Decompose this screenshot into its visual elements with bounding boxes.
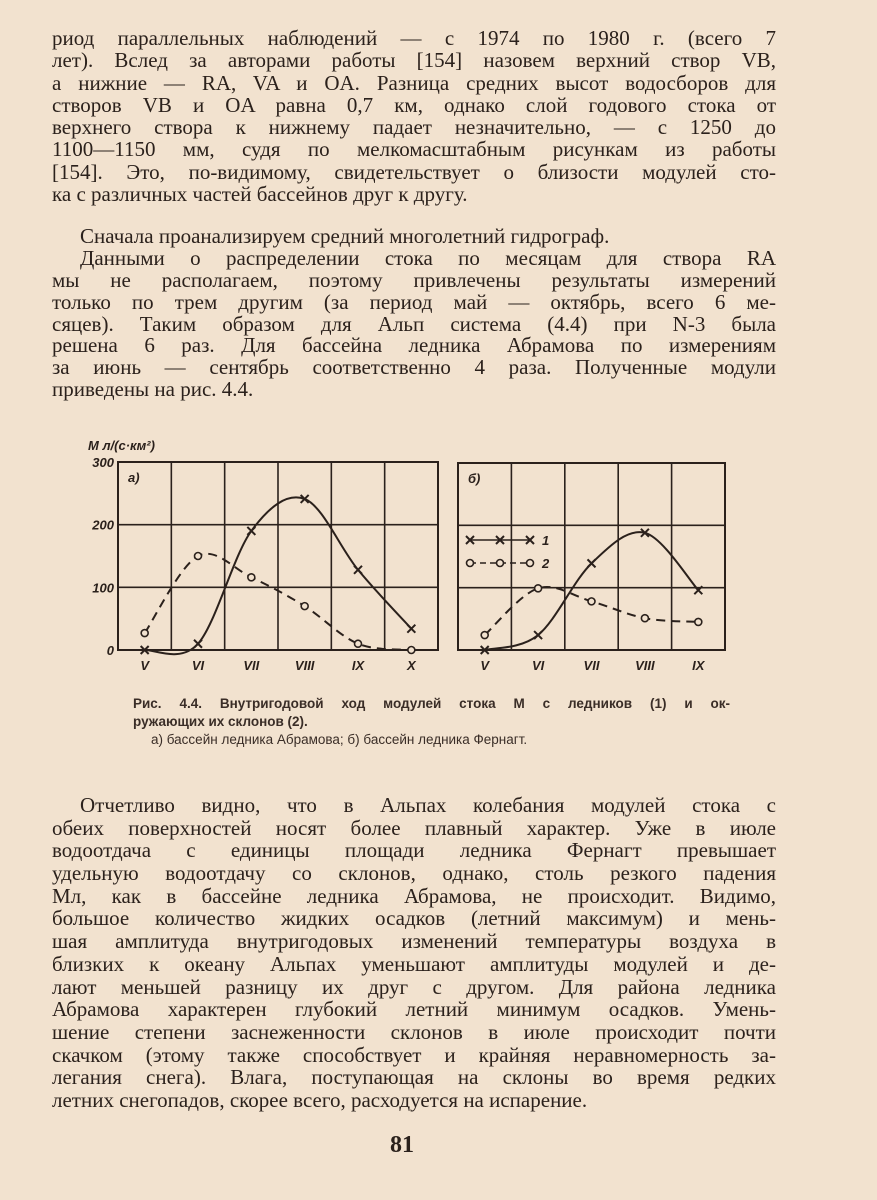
text-line: за июнь — сентябрь соответственно 4 раза. Полученные модули (52, 355, 776, 380)
text-line: водоотдача с единицы площади ледника Фернагт превышает (52, 838, 776, 863)
x-tick-label: VII (583, 658, 600, 673)
text-line: Абрамова характерен глубокий летний минимум осадков. Умень- (52, 997, 776, 1022)
text-line: решена 6 раз. Для бассейна ледника Абрамова по измерениям (52, 333, 776, 358)
circle-marker (535, 585, 542, 592)
circle-marker (467, 560, 474, 567)
circle-marker (248, 574, 255, 581)
text-line: лают меньшей разницу их друг с другом. Для района ледника (52, 974, 776, 999)
text-line: риод параллельных наблюдений — с 1974 по 1980 г. (всего 7 (52, 26, 776, 50)
x-tick-label: IX (351, 658, 365, 673)
cross-marker (247, 527, 255, 535)
x-tick-label: V (140, 658, 150, 673)
text-line: приведены на рис. 4.4. (52, 377, 254, 402)
circle-marker (527, 560, 534, 567)
text-line: Отчетливо видно, что в Альпах колебания модулей стока с (80, 793, 776, 817)
caption-line: а) бассейн ледника Абрамова; б) бассейн ледника Фернагт. (151, 732, 528, 747)
text-line: [154]. Это, по-видимому, свидетельствует о близости модулей сто- (52, 159, 776, 184)
circle-marker (355, 640, 362, 647)
text-line: удельную водоотдачу со склонов, однако, столь резкого падения (52, 861, 776, 886)
cross-marker (354, 566, 362, 574)
series-line-1 (485, 532, 699, 650)
panel-label: б) (468, 471, 481, 486)
circle-marker (141, 630, 148, 637)
x-tick-label: X (406, 658, 416, 673)
x-tick-label: IX (692, 658, 705, 673)
x-tick-label: VIII (635, 658, 655, 673)
circle-marker (695, 618, 702, 625)
text-line: большое количество жидких осадков (летний максимум) и мень- (52, 906, 776, 931)
circle-marker (195, 553, 202, 560)
y-tick-label: 200 (92, 517, 114, 533)
cross-marker (588, 559, 596, 567)
text-line: шение степени заснеженности склонов в июле происходит почти (52, 1019, 776, 1044)
text-line: обеих поверхностей носят более плавный характер. Уже в июле (52, 815, 776, 840)
text-line: а нижние — RA, VA и OA. Разница средних высот водосборов для (52, 70, 776, 95)
cross-marker (407, 625, 415, 633)
legend-label: 2 (542, 556, 550, 571)
y-tick-label: 100 (92, 580, 114, 596)
circle-marker (408, 647, 415, 654)
cross-marker (534, 631, 542, 639)
y-tick-label: 0 (106, 643, 114, 658)
caption-line: Рис. 4.4. Внутригодовой ход модулей стока M с ледников (1) и ок- (133, 696, 730, 711)
circle-marker (588, 598, 595, 605)
circle-marker (641, 615, 648, 622)
text-line: шая амплитуда внутригодовых изменений температуры воздуха в (52, 929, 776, 954)
text-line: близких к океану Альпах уменьшают амплитуды модулей и де- (52, 951, 776, 976)
circle-marker (497, 560, 504, 567)
legend-label: 1 (542, 533, 550, 548)
text-line: мы не располагаем, поэтому привлечены результаты измерений (52, 267, 776, 292)
page-number: 81 (390, 1132, 414, 1158)
y-tick-label: 300 (92, 455, 114, 470)
series-line-2 (485, 587, 699, 635)
text-line: верхнего створа к нижнему падает незначительно, — с 1250 до (52, 115, 776, 140)
text-line: ка с различных частей бассейнов друг к другу. (52, 182, 468, 207)
circle-marker (301, 603, 308, 610)
chart-panel-2 (458, 463, 725, 673)
text-line: Mл, как в бассейне ледника Абрамова, не происходит. Видимо, (52, 883, 776, 908)
x-tick-label: VI (531, 658, 545, 673)
x-tick-label: VIII (294, 658, 315, 673)
text-line: Данными о распределении стока по месяцам для створа RA (80, 245, 776, 270)
caption-line: ружающих их склонов (2). (133, 714, 308, 729)
text-line: легания снега). Влага, поступающая на склоны во время редких (52, 1065, 776, 1090)
x-tick-label: V (480, 658, 490, 673)
text-line: лет). Вслед за авторами работы [154] назовем верхний створ VB, (52, 48, 776, 73)
x-tick-label: VII (243, 658, 260, 673)
text-line: только по трем другим (за период май — октябрь, всего 6 ме- (52, 289, 776, 314)
text-line: летних снегопадов, скорее всего, расходуется на испарение. (52, 1087, 588, 1112)
y-axis-label: M л/(с·км²) (88, 438, 155, 453)
cross-marker (194, 640, 202, 648)
text-line: скачком (этому также способствует и крайняя неравномерность за- (52, 1042, 776, 1067)
text-line: сяцев). Таким образом для Альп система (4.4) при N-3 была (52, 311, 776, 336)
paragraph-3 (52, 794, 776, 1112)
x-tick-label: VI (191, 658, 205, 673)
panel-label: а) (128, 470, 140, 485)
text-line: 1100—1150 мм, судя по мелкомасштабным рисункам из работы (52, 137, 776, 162)
text-line: створов VB и OA равна 0,7 км, однако слой годового стока от (52, 92, 776, 117)
chart-panel-1 (88, 438, 438, 673)
circle-marker (481, 632, 488, 639)
figure-caption (133, 695, 730, 749)
text-line: Сначала проанализируем средний многолетний гидрограф. (80, 224, 610, 248)
